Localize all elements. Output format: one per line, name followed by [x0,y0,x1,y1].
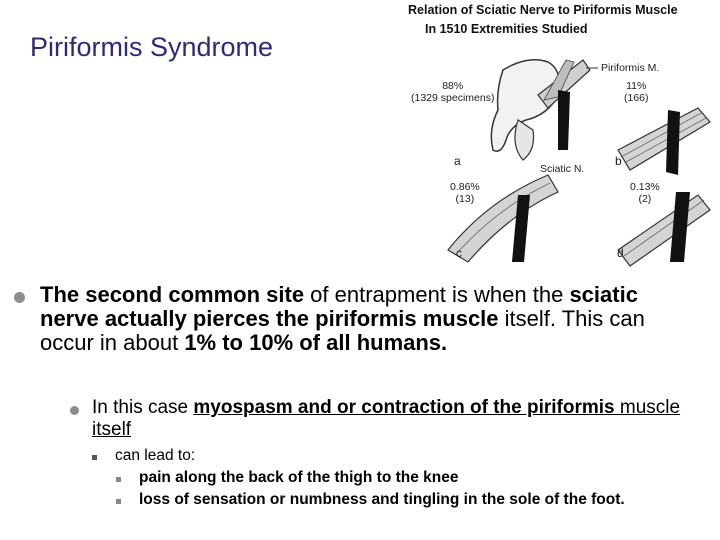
b-count: (166) [624,92,649,104]
figure-title-line1: Relation of Sciatic Nerve to Piriformis Muscle [408,3,678,17]
bullet-level3-text: can lead to: [115,447,196,464]
panel-letter-a: a [454,154,461,168]
text-phrase: In this case [92,397,194,418]
bullet-level4-text: pain along the back of the thigh to the knee [139,469,459,486]
a-percent: 88% [442,80,464,92]
c-percent: 0.86% [450,181,480,193]
bold-underlined-phrase: myospasm and or contraction of the piriformis [193,397,620,418]
sciatic-nerve-illustration [398,0,714,272]
label-d-percent [630,181,660,205]
label-c-percent [450,181,480,205]
bold-phrase: The second common site [40,282,305,307]
bullet-level2 [92,397,692,441]
bullet-level4-text: loss of sensation or numbness and tingling in the sole of the foot. [139,491,625,508]
figure-title-line2: In 1510 Extremities Studied [425,22,588,36]
bold-phrase: sciatic nerve actually pierces the piriformis muscle [40,282,638,331]
panel-letter-c: c [456,246,462,260]
bullet-dot-icon [14,292,25,303]
label-sciatic: Sciatic N. [540,163,585,175]
c-count: (13) [455,193,475,205]
b-percent: 11% [626,80,647,92]
bullet-level1 [40,283,700,355]
bullet-level4-item [139,491,714,509]
bullet-level1-text [40,283,700,355]
anatomy-figure [398,0,714,272]
bullet-square-icon [116,477,121,482]
bullet-level2-text [92,397,692,441]
d-count: (2) [638,193,652,205]
label-b-percent [624,80,649,104]
bold-phrase: 1% to 10% of all humans. [184,330,448,355]
bullet-square-icon [116,499,121,504]
bullet-level4-item [139,469,714,487]
bullet-square-icon [92,455,97,460]
panel-letter-b: b [615,154,622,168]
label-piriformis: Piriformis M. [601,62,660,74]
a-count: (1329 specimens) [411,92,495,104]
panel-letter-d: d [617,246,624,260]
label-a-percent [411,80,494,104]
text-phrase: itself. This can occur in about [40,306,645,355]
bullet-dot-icon [70,406,79,415]
text-phrase: of entrapment is when the [304,282,570,307]
d-percent: 0.13% [630,181,660,193]
slide-title: Piriformis Syndrome [30,32,274,62]
underlined-phrase: muscle itself [92,397,681,440]
bullet-level3 [115,447,195,465]
